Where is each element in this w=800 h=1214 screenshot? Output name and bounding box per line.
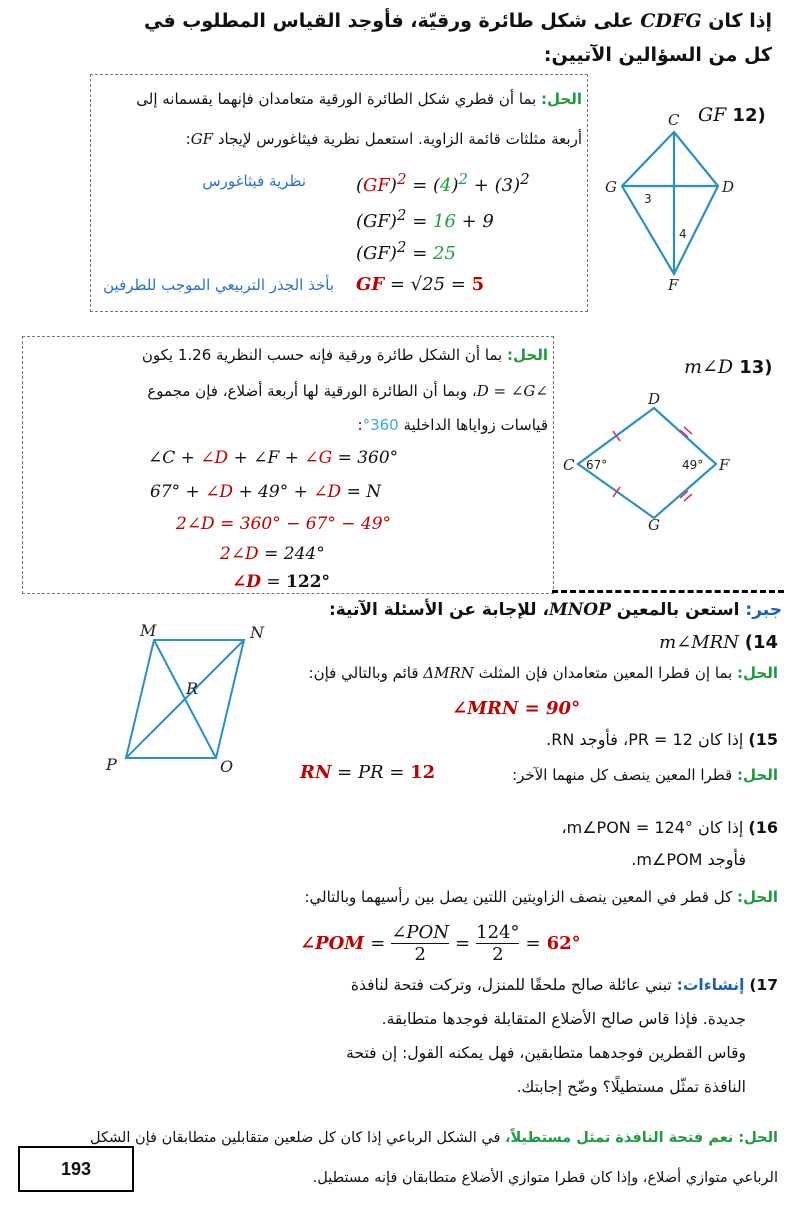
q17-answer-text: في الشكل الرباعي إذا كان كل ضلعين متقابلين متطابقان فإن الشكل <box>90 1130 506 1146</box>
q13-line-3 <box>28 416 548 434</box>
q14-answer-text <box>258 664 778 682</box>
q17-answer-2: الرباعي متوازي أضلاع، وإذا كان قطرا متوازي الأضلاع متطابقان فإنه مستطيل. <box>312 1170 778 1186</box>
rhombus-vertex-M: M <box>140 621 157 640</box>
q12-eq4-lhs: GF <box>356 274 385 295</box>
q13-text: قياسات زواياها الداخلية <box>398 416 548 434</box>
rhombus-vertex-O: O <box>220 757 234 776</box>
q17-tag: إنشاءات <box>682 976 745 994</box>
q13-eq-4: 2∠D = 244° <box>220 544 325 564</box>
q14-answer-value: ∠MRN = 90° <box>452 698 581 719</box>
q13-eq-3: 2∠D = 360° − 67° − 49° <box>176 514 392 534</box>
q13-line-1 <box>28 346 548 364</box>
intro-line-2: كل من السؤالين الآتيين: <box>543 44 772 66</box>
solution-label: الحل: <box>507 346 548 364</box>
solution-label: الحل: <box>737 888 778 906</box>
q12-line-1 <box>102 90 582 108</box>
q15-answer-text <box>512 766 778 784</box>
q17-number: 17) <box>749 976 778 994</box>
kite-vertex-D: D <box>722 178 735 196</box>
intro-text: إذا كان <box>701 10 772 32</box>
kite-length-4: 4 <box>679 227 687 241</box>
q14-question <box>659 632 778 653</box>
q16-question-1 <box>561 818 778 837</box>
q15-number: 15) <box>748 730 778 749</box>
q16-text: كل قطر في المعين ينصف الزاويتين اللتين يصل بين رأسيهما وبالتالي: <box>304 888 738 906</box>
q13-math: ∠D = ∠G <box>476 382 548 400</box>
q14-label: m∠MRN <box>659 632 739 653</box>
solution-label: الحل: <box>737 766 778 784</box>
q13-line-2 <box>28 382 548 400</box>
q12-text: بما أن قطري شكل الطائرة الورقية متعامدان فإنهما يقسمانه إلى <box>136 90 542 108</box>
q12-text: أربعة مثلثات قائمة الزاوية. استعمل نظرية فيثاغورس لإيجاد <box>213 130 582 148</box>
q16-answer: 62° <box>546 933 581 954</box>
algebra-text: استعن بالمعين <box>610 600 746 620</box>
kite2-vertex-F: F <box>719 456 730 474</box>
q15-mid: = PR = <box>331 762 411 783</box>
solution-label: الحل: <box>738 1130 778 1146</box>
q12-number: 12) <box>732 105 766 126</box>
solution-label: الحل: <box>541 90 582 108</box>
q14-number: 14) <box>744 632 778 653</box>
intro-text: على شكل طائرة ورقيّة، فأوجد القياس المطلوب في <box>144 10 641 32</box>
q12-eq-3: (GF)$^2$ = 25 <box>356 238 456 264</box>
q13-eq-2: 67° + ∠D + 49° + ∠D = N <box>150 482 382 502</box>
q17-text: تبني عائلة صالح ملحقًا للمنزل، وتركت فتحة لنافذة <box>350 976 677 994</box>
q13-text: بما أن الشكل طائرة ورقية فإنه حسب النظرية 1.26 يكون <box>141 346 508 364</box>
q12-eq-4 <box>356 274 484 295</box>
q17-line-1: 17) إنشاءات: تبني عائلة صالح ملحقًا للمنزل، وتركت فتحة لنافذة <box>350 976 778 994</box>
kite-vertex-C: C <box>668 111 680 129</box>
kite-length-3: 3 <box>644 192 652 206</box>
angle-49: 49° <box>682 458 704 472</box>
q14-text: بما إن قطرا المعين متعامدان فإن المثلث <box>473 664 738 682</box>
q12-label-math: GF <box>698 104 727 126</box>
q15-question <box>546 730 778 749</box>
q16-number: 16) <box>748 818 778 837</box>
q13-label <box>684 356 773 378</box>
q13-label-math: m∠D <box>684 356 734 378</box>
q17-line-4: النافذة تمثّل مستطيلًا؟ وضّح إجابتك. <box>516 1078 746 1096</box>
q12-line-2 <box>102 130 582 148</box>
kite-vertex-F: F <box>668 276 679 290</box>
rhombus-vertex-P: P <box>106 755 117 774</box>
q15-rn: RN <box>300 762 332 783</box>
algebra-text: ، للإجابة عن الأسئلة الآتية: <box>328 600 549 620</box>
q12-text: : <box>185 130 191 148</box>
q16-frac2-num: 124° <box>476 922 520 943</box>
q15-answer <box>300 762 435 783</box>
kite-vertex-G: G <box>605 178 617 196</box>
solution-label: الحل: <box>737 664 778 682</box>
q17-line-2: جديدة. فإذا قاس صالح الأضلاع المتقابلة فوجدها متطابقة. <box>381 1010 746 1028</box>
q13-eq-1: ∠C + ∠D + ∠F + ∠G = 360° <box>148 448 399 468</box>
page-number-box <box>18 1146 134 1192</box>
angle-sum: 360° <box>362 416 399 434</box>
rhombus-vertex-N: N <box>250 623 264 642</box>
q12-eq-1: $(GF)^2 = (4)^2 + (3)^2$ <box>356 170 530 196</box>
rhombus-center-R: R <box>186 679 199 698</box>
kite2-vertex-C: C <box>563 456 575 474</box>
q14-answer <box>452 698 580 719</box>
dashed-separator <box>552 590 784 593</box>
q12-answer: 5 <box>471 274 485 295</box>
q14-math: ΔMRN <box>423 664 474 682</box>
q12-eq4-mid: = √25 = <box>384 274 472 295</box>
algebra-header: جبر: استعن بالمعين MNOP، للإجابة عن الأسئلة الآتية: <box>328 600 782 620</box>
q16-text: إذا كان m∠PON = 124°، <box>561 818 744 837</box>
kite-name: CDFG <box>640 10 702 32</box>
q16-answer-text <box>18 888 778 906</box>
q13-eq5-lhs: ∠D <box>232 572 261 592</box>
q16-question-2: فأوجد m∠POM. <box>631 850 746 869</box>
q12-math: GF <box>190 130 214 148</box>
q16-frac2-den: 2 <box>476 943 519 965</box>
q12-eq-2: (GF)$^2$ = 16 + 9 <box>356 206 494 232</box>
kite2-vertex-G: G <box>648 516 660 530</box>
q16-frac1-num: ∠PON <box>391 922 450 943</box>
q13-text: : <box>357 416 363 434</box>
rhombus-name: MNOP <box>548 600 611 620</box>
rhombus-figure <box>100 620 280 790</box>
q13-kite-figure <box>556 390 736 530</box>
intro-line-1 <box>12 10 772 32</box>
q15-text: إذا كان PR = 12، فأوجد RN. <box>546 730 744 749</box>
q15-text: قطرا المعين ينصف كل منهما الآخر: <box>512 766 738 784</box>
q17-answer-bold: نعم فتحة النافذة تمثل مستطيلاً، <box>505 1130 739 1146</box>
page-number: 193 <box>60 1158 92 1179</box>
q16-lhs: ∠POM <box>300 933 365 954</box>
q12-eq3-value: 25 <box>433 243 456 264</box>
q15-answer-value: 12 <box>410 762 436 783</box>
q17-line-3: وقاس القطرين فوجدهما متطابقين، فهل يمكنه القول: إن فتحة <box>346 1044 746 1062</box>
algebra-tag: جبر <box>752 600 782 620</box>
q13-number: 13) <box>739 357 773 378</box>
q17-answer-1 <box>18 1130 778 1146</box>
gf-symbol: GF <box>363 175 390 196</box>
angle-67: 67° <box>586 458 608 472</box>
kite2-vertex-D: D <box>648 390 661 408</box>
q16-frac1-den: 2 <box>391 943 449 965</box>
q14-text: قائم وبالتالي فإن: <box>308 664 424 682</box>
q13-text: ، وبما أن الطائرة الورقية لها أربعة أضلاع، فإن مجموع <box>147 382 477 400</box>
q13-eq-5: ∠D = 122° <box>232 572 331 592</box>
q12-kite-figure <box>598 110 748 290</box>
q12-note-root: بأخذ الجذر التربيعي الموجب للطرفين <box>103 276 334 294</box>
q12-note-pythagoras: نظرية فيثاغورس <box>202 172 306 190</box>
q16-equation: ∠POM = ∠PON 2 = $\frac{124^\circ}{2}$ = 62° <box>300 922 581 965</box>
